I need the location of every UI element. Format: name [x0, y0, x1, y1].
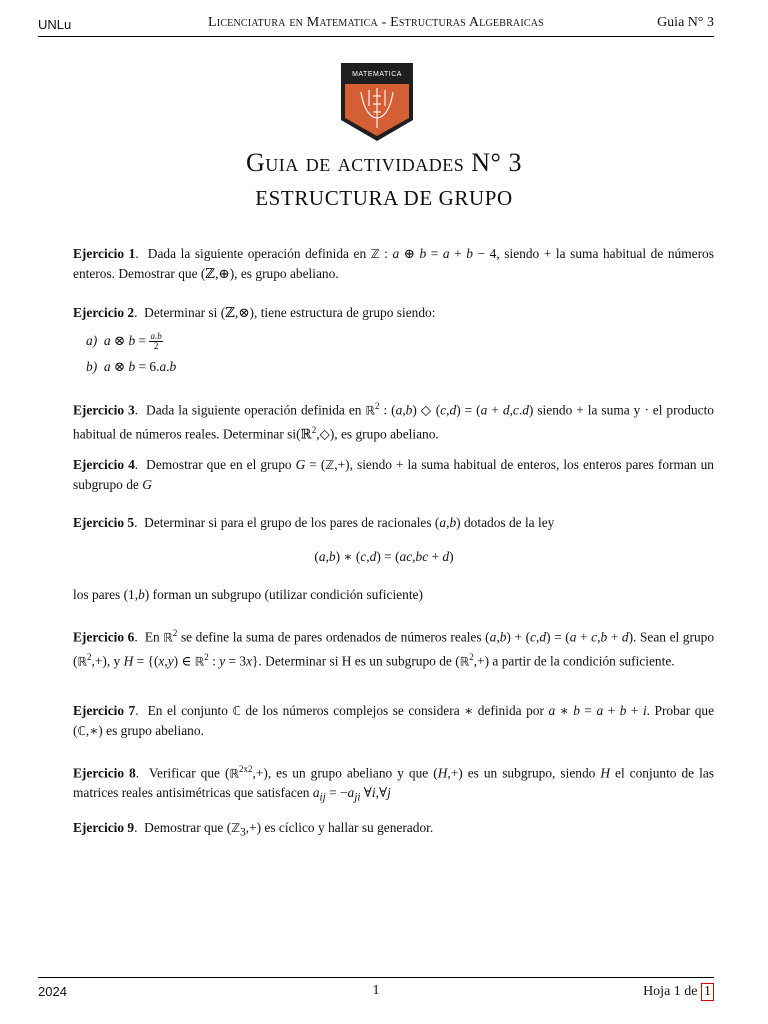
- footer-sheet-count: Hoja 1 de 1: [643, 983, 714, 1001]
- exercise-4: Ejercicio 4. Demostrar que en el grupo G = (ℤ,+), siendo + la suma habitual de enteros, los enteros pares forman un subgrupo de G: [73, 457, 714, 492]
- page-subtitle: ESTRUCTURA DE GRUPO: [255, 186, 513, 210]
- exercise-label: Ejercicio 8: [73, 765, 136, 781]
- exercise-7: Ejercicio 7. En el conjunto ℂ de los números complejos se considera ∗ definida por a ∗ b = a + b + i. Probar que (ℂ,∗) es grupo abeliano.: [73, 703, 715, 738]
- footer-page-number: 1: [372, 983, 380, 998]
- header-course: Licenciatura en Matematica - Estructuras Algebraicas: [208, 15, 544, 30]
- logo-text: MATEMATICA: [352, 71, 402, 78]
- exercise-label: Ejercicio 7: [73, 703, 136, 718]
- exercise-5-law: (a,b) ∗ (c,d) = (ac,bc + d): [314, 549, 454, 564]
- header-guide-number: Guia N° 3: [657, 15, 714, 30]
- page-footer: [38, 977, 714, 1002]
- exercise-1: Ejercicio 1. Dada la siguiente operación definida en ℤ : a ⊕ b = a + b − 4, siendo + la suma habitual de números enteros. Demostrar que (ℤ,⊕), es grupo abeliano.: [73, 246, 714, 281]
- page-header: [38, 14, 714, 37]
- exercise-2-item-b: b) a ⊗ b = 6.a.b: [86, 359, 177, 374]
- exercise-label: Ejercicio 5: [73, 515, 135, 530]
- exercise-label: Ejercicio 1: [73, 246, 136, 261]
- exercise-6: Ejercicio 6. En ℝ$^2$ se define la suma de pares ordenados de números reales (a,b) + (c,d) = (a + c,b + d). Sean el grupo (ℝ$^2$,+), y H = {(x,y) ∈ ℝ$^2$ : y = 3x}. Determinar si H es un subgrupo de (ℝ$^2$,+) a partir de la condición suficiente.: [73, 628, 715, 669]
- exercise-3: Ejercicio 3. Dada la siguiente operación definida en ℝ$^2$ : (a,b) ◇ (c,d) = (a + d,c.d) siendo + la suma y · el producto habitual de números reales. Determinar si(ℝ$^2$,◇), es grupo abeliano.: [73, 401, 715, 442]
- total-pages-link[interactable]: 1: [701, 983, 714, 1001]
- footer-year: 2024: [38, 984, 67, 999]
- exercise-2: Ejercicio 2. Determinar si (ℤ,⊗), tiene estructura de grupo siendo:: [73, 305, 436, 320]
- page-title: Guia de actividades N° 3: [246, 148, 522, 177]
- matematica-logo-icon: [340, 62, 414, 142]
- exercise-5: Ejercicio 5. Determinar si para el grupo de los pares de racionales (a,b) dotados de la ley: [73, 515, 555, 530]
- exercise-label: Ejercicio 4: [73, 457, 135, 472]
- exercise-label: Ejercicio 6: [73, 629, 135, 645]
- exercise-label: Ejercicio 3: [73, 402, 135, 418]
- exercise-label: Ejercicio 9: [73, 820, 135, 835]
- exercise-label: Ejercicio 2: [73, 305, 135, 320]
- header-institution: UNLu: [38, 17, 72, 32]
- exercise-8: Ejercicio 8. Verificar que (ℝ$^{2x2}$,+), es un grupo abeliano y que (H,+) es un subgrupo, siendo H el conjunto de las matrices reales antisimétricas que satisfacen $a_{ij} = -a_{ji}$ ∀i,∀j: [73, 764, 714, 805]
- exercise-9: Ejercicio 9. Demostrar que (ℤ$_3$,+) es cíclico y hallar su generador.: [73, 820, 434, 839]
- exercise-5-continued: los pares (1,b) forman un subgrupo (utilizar condición suficiente): [73, 587, 423, 602]
- exercise-2-item-a: a) a ⊗ b = $\frac{a.b}{2}$: [86, 331, 162, 352]
